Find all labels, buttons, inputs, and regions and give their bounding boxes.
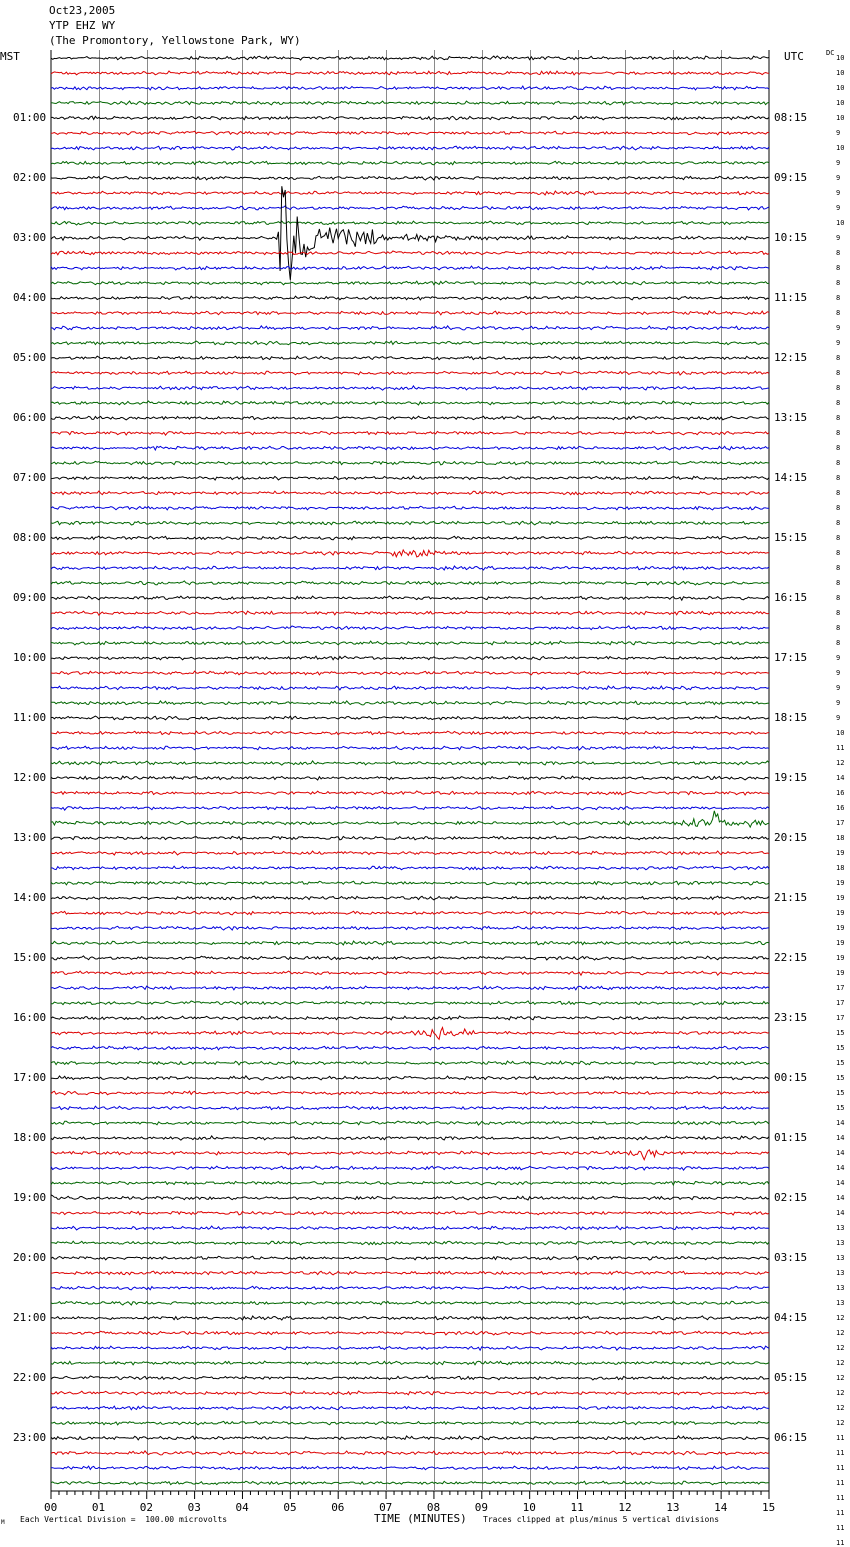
corner-mark: M xyxy=(1,1519,5,1526)
left-hour-label: 17:00 xyxy=(13,1071,47,1084)
x-tick-label: 03 xyxy=(187,1501,201,1514)
trace-line xyxy=(51,1481,769,1485)
trace-line xyxy=(51,1001,769,1005)
trace-line xyxy=(51,746,769,750)
dc-offset-label: 8 xyxy=(836,264,841,272)
right-hour-label: 05:15 xyxy=(774,1371,808,1384)
trace-line xyxy=(51,550,769,557)
trace-line xyxy=(51,356,769,359)
dc-offset-label: 9 xyxy=(836,699,841,707)
right-hour-label: 21:15 xyxy=(774,891,808,904)
dc-offset-label: 17 xyxy=(836,1014,845,1022)
right-hour-label: 19:15 xyxy=(774,771,808,784)
trace-line xyxy=(51,581,769,585)
dc-offset-label: 16 xyxy=(836,789,845,797)
trace-line xyxy=(51,596,769,600)
trace-line xyxy=(51,731,769,734)
dc-offset-label: 9 xyxy=(836,669,841,677)
dc-offset-label: 8 xyxy=(836,369,841,377)
trace-line xyxy=(51,806,769,810)
left-hour-label: 01:00 xyxy=(13,111,47,124)
dc-offset-label: 18 xyxy=(836,864,845,872)
trace-line xyxy=(51,1076,769,1080)
trace-line xyxy=(51,686,769,690)
trace-line xyxy=(51,1028,769,1040)
dc-offset-label: 9 xyxy=(836,189,841,197)
dc-offset-label: 12 xyxy=(836,1374,845,1382)
dc-offset-label: 10 xyxy=(836,84,845,92)
trace-line xyxy=(51,1211,769,1215)
dc-offset-label: 8 xyxy=(836,384,841,392)
dc-offset-label: 9 xyxy=(836,324,841,332)
x-tick-label: 14 xyxy=(714,1501,728,1514)
dc-offset-label: 10 xyxy=(836,54,845,62)
trace-line xyxy=(51,536,769,540)
trace-line xyxy=(51,866,769,870)
left-hour-label: 09:00 xyxy=(13,591,47,604)
left-hour-label: 13:00 xyxy=(13,831,47,844)
dc-offset-label: 8 xyxy=(836,279,841,287)
dc-offset-label: 13 xyxy=(836,1299,845,1307)
right-hour-label: 23:15 xyxy=(774,1011,808,1024)
trace-line xyxy=(51,1436,769,1440)
trace-line xyxy=(51,1181,769,1185)
trace-line xyxy=(51,341,769,345)
trace-line xyxy=(51,956,769,960)
trace-line xyxy=(51,1376,769,1380)
trace-line xyxy=(51,1406,769,1410)
dc-offset-label: 14 xyxy=(836,774,845,782)
dc-offset-label: 8 xyxy=(836,414,841,422)
left-hour-label: 21:00 xyxy=(13,1311,47,1324)
dc-offset-label: 12 xyxy=(836,1389,845,1397)
left-hour-label: 10:00 xyxy=(13,651,47,664)
dc-offset-label: 15 xyxy=(836,1104,845,1112)
trace-line xyxy=(51,1301,769,1305)
dc-offset-label: 11 xyxy=(836,1494,845,1502)
dc-offset-label: 8 xyxy=(836,354,841,362)
dc-offset-label: 11 xyxy=(836,1464,845,1472)
x-tick-label: 05 xyxy=(283,1501,297,1514)
dc-offset-label: 14 xyxy=(836,1134,845,1142)
x-tick-label: 04 xyxy=(235,1501,249,1514)
left-hour-label: 04:00 xyxy=(13,291,47,304)
trace-line xyxy=(51,281,769,285)
dc-offset-label: 16 xyxy=(836,804,845,812)
dc-offset-label: 9 xyxy=(836,234,841,242)
trace-line xyxy=(51,521,769,525)
dc-offset-label: 17 xyxy=(836,999,845,1007)
trace-line xyxy=(51,221,769,225)
trace-line xyxy=(51,986,769,990)
trace-line xyxy=(51,1226,769,1230)
dc-offset-label: 8 xyxy=(836,309,841,317)
trace-line xyxy=(51,326,769,330)
dc-offset-label: 9 xyxy=(836,159,841,167)
dc-offset-label: 10 xyxy=(836,729,845,737)
left-hour-label: 23:00 xyxy=(13,1431,47,1444)
trace-line xyxy=(51,1016,769,1020)
left-hour-label: 08:00 xyxy=(13,531,47,544)
dc-offset-label: 11 xyxy=(836,1524,845,1532)
dc-offset-label: 14 xyxy=(836,1164,845,1172)
x-tick-label: 09 xyxy=(474,1501,489,1514)
x-tick-label: 15 xyxy=(762,1501,776,1514)
dc-offset-label: 8 xyxy=(836,579,841,587)
dc-offset-label: 10 xyxy=(836,114,845,122)
trace-line xyxy=(51,1166,769,1170)
trace-line xyxy=(51,1106,769,1109)
dc-offset-label: 12 xyxy=(836,1314,845,1322)
dc-offset-label: 8 xyxy=(836,474,841,482)
trace-line xyxy=(51,1046,769,1050)
right-hour-label: 03:15 xyxy=(774,1251,808,1264)
trace-line xyxy=(51,626,769,630)
left-hour-label: 16:00 xyxy=(13,1011,47,1024)
dc-offset-label: 8 xyxy=(836,489,841,497)
left-hour-label: 20:00 xyxy=(13,1251,47,1264)
dc-offset-label: 9 xyxy=(836,684,841,692)
trace-line xyxy=(51,461,769,465)
left-hour-label: 18:00 xyxy=(13,1131,47,1144)
trace-line xyxy=(51,611,769,615)
dc-offset-label: 8 xyxy=(836,549,841,557)
dc-offset-label: 12 xyxy=(836,1419,845,1427)
trace-line xyxy=(51,1286,769,1290)
dc-offset-label: 12 xyxy=(836,1344,845,1352)
right-hour-label: 13:15 xyxy=(774,411,808,424)
dc-offset-label: 18 xyxy=(836,834,845,842)
dc-offset-label: 12 xyxy=(836,1329,845,1337)
trace-line xyxy=(51,1466,769,1470)
dc-offset-label: 13 xyxy=(836,1269,845,1277)
dc-offset-label: 13 xyxy=(836,1239,845,1247)
trace-line xyxy=(51,1421,769,1425)
station-location: (The Promontory, Yellowstone Park, WY) xyxy=(49,34,301,47)
dc-offset-label: 10 xyxy=(836,99,845,107)
trace-line xyxy=(51,296,769,300)
left-hour-label: 15:00 xyxy=(13,951,47,964)
trace-line xyxy=(51,266,769,270)
right-hour-label: 09:15 xyxy=(774,171,808,184)
left-hour-label: 05:00 xyxy=(13,351,47,364)
trace-line xyxy=(51,791,769,795)
trace-line xyxy=(51,161,769,165)
dc-offset-label: 13 xyxy=(836,1254,845,1262)
clip-note: Traces clipped at plus/minus 5 vertical divisions xyxy=(483,1515,720,1524)
trace-line xyxy=(51,566,769,570)
dc-offset-label: 8 xyxy=(836,594,841,602)
trace-line xyxy=(51,206,769,210)
trace-line xyxy=(51,1121,769,1125)
trace-line xyxy=(51,71,769,75)
plot-date: Oct23,2005 xyxy=(49,4,116,17)
right-hour-label: 00:15 xyxy=(774,1071,808,1084)
trace-line xyxy=(51,671,769,675)
trace-line xyxy=(51,191,769,195)
dc-offset-label: 8 xyxy=(836,399,841,407)
trace-line xyxy=(51,431,769,435)
dc-offset-label: 14 xyxy=(836,1209,845,1217)
station-code: YTP EHZ WY xyxy=(49,19,116,32)
dc-offset-label: 19 xyxy=(836,909,845,917)
dc-offset-label: 11 xyxy=(836,744,845,752)
trace-line xyxy=(51,491,769,495)
trace-line xyxy=(51,401,769,405)
dc-offset-label: 9 xyxy=(836,204,841,212)
dc-header-label: DC xyxy=(826,49,835,57)
right-hour-label: 22:15 xyxy=(774,951,808,964)
trace-line xyxy=(51,656,769,660)
right-hour-label: 06:15 xyxy=(774,1431,808,1444)
trace-line xyxy=(51,506,769,510)
trace-line xyxy=(51,1346,769,1350)
dc-offset-label: 12 xyxy=(836,1359,845,1367)
dc-offset-label: 8 xyxy=(836,609,841,617)
trace-line xyxy=(51,1136,769,1140)
trace-line xyxy=(51,1061,769,1065)
left-hour-label: 02:00 xyxy=(13,171,47,184)
trace-line xyxy=(51,811,769,827)
trace-line xyxy=(51,101,769,105)
left-hour-label: 06:00 xyxy=(13,411,47,424)
dc-offset-label: 8 xyxy=(836,504,841,512)
dc-offset-label: 8 xyxy=(836,534,841,542)
trace-line xyxy=(51,896,769,900)
left-hour-label: 12:00 xyxy=(13,771,47,784)
dc-offset-label: 15 xyxy=(836,1059,845,1067)
trace-line xyxy=(51,851,769,855)
dc-offset-label: 8 xyxy=(836,564,841,572)
trace-line xyxy=(51,1316,769,1320)
trace-line xyxy=(51,1091,769,1095)
dc-offset-label: 15 xyxy=(836,1029,845,1037)
right-hour-label: 04:15 xyxy=(774,1311,808,1324)
trace-line xyxy=(51,176,769,180)
trace-line xyxy=(51,881,769,885)
dc-offset-label: 14 xyxy=(836,1149,845,1157)
trace-line xyxy=(51,416,769,420)
trace-line xyxy=(51,311,769,315)
trace-line xyxy=(51,131,769,135)
trace-line xyxy=(51,776,769,780)
dc-offset-label: 15 xyxy=(836,1044,845,1052)
right-hour-label: 10:15 xyxy=(774,231,808,244)
x-tick-label: 11 xyxy=(570,1501,584,1514)
trace-line xyxy=(51,941,769,945)
right-hour-label: 20:15 xyxy=(774,831,808,844)
dc-offset-label: 9 xyxy=(836,654,841,662)
dc-offset-label: 13 xyxy=(836,1224,845,1232)
dc-offset-label: 10 xyxy=(836,144,845,152)
x-tick-label: 10 xyxy=(522,1501,536,1514)
x-tick-label: 00 xyxy=(44,1501,58,1514)
dc-offset-label: 11 xyxy=(836,1539,845,1547)
right-hour-label: 15:15 xyxy=(774,531,808,544)
trace-line xyxy=(51,251,769,255)
dc-offset-label: 19 xyxy=(836,939,845,947)
x-tick-label: 08 xyxy=(426,1501,441,1514)
dc-offset-label: 12 xyxy=(836,759,845,767)
trace-line xyxy=(51,446,769,450)
trace-line xyxy=(51,836,769,840)
right-hour-label: 01:15 xyxy=(774,1131,808,1144)
trace-line xyxy=(51,476,769,480)
trace-line xyxy=(51,1331,769,1335)
dc-offset-label: 8 xyxy=(836,519,841,527)
trace-line xyxy=(51,1150,769,1160)
trace-line xyxy=(51,386,769,390)
dc-offset-label: 14 xyxy=(836,1179,845,1187)
trace-line xyxy=(51,926,769,930)
left-hour-label: 07:00 xyxy=(13,471,47,484)
dc-offset-label: 13 xyxy=(836,1284,845,1292)
dc-offset-label: 11 xyxy=(836,1509,845,1517)
trace-line xyxy=(51,1195,769,1200)
x-tick-label: 02 xyxy=(139,1501,153,1514)
right-hour-label: 08:15 xyxy=(774,111,808,124)
dc-offset-label: 15 xyxy=(836,1074,845,1082)
right-hour-label: 12:15 xyxy=(774,351,808,364)
dc-offset-label: 19 xyxy=(836,954,845,962)
x-axis-title: TIME (MINUTES) xyxy=(374,1512,467,1525)
trace-line xyxy=(51,146,769,150)
trace-line xyxy=(51,971,769,975)
trace-line xyxy=(51,56,769,60)
dc-offset-label: 17 xyxy=(836,819,845,827)
trace-line xyxy=(51,1451,769,1455)
dc-offset-label: 15 xyxy=(836,1089,845,1097)
dc-offset-label: 8 xyxy=(836,444,841,452)
trace-line xyxy=(51,86,769,90)
scale-note: Each Vertical Division = 100.00 microvolts xyxy=(20,1515,228,1524)
dc-offset-label: 8 xyxy=(836,429,841,437)
dc-offset-label: 19 xyxy=(836,894,845,902)
dc-offset-label: 8 xyxy=(836,624,841,632)
trace-line xyxy=(51,701,769,705)
right-timezone-label: UTC xyxy=(784,50,804,63)
x-tick-label: 12 xyxy=(618,1501,632,1514)
x-tick-label: 13 xyxy=(666,1501,680,1514)
right-hour-label: 11:15 xyxy=(774,291,808,304)
trace-line xyxy=(51,911,769,915)
right-hour-label: 17:15 xyxy=(774,651,808,664)
dc-offset-label: 11 xyxy=(836,1479,845,1487)
left-timezone-label: MST xyxy=(0,50,20,63)
left-hour-label: 14:00 xyxy=(13,891,47,904)
dc-offset-label: 10 xyxy=(836,69,845,77)
trace-line xyxy=(51,641,769,645)
trace-line xyxy=(51,716,769,720)
dc-offset-label: 19 xyxy=(836,879,845,887)
left-hour-label: 03:00 xyxy=(13,231,47,244)
left-hour-label: 19:00 xyxy=(13,1191,47,1204)
dc-offset-label: 9 xyxy=(836,714,841,722)
dc-offset-label: 8 xyxy=(836,249,841,257)
left-hour-label: 22:00 xyxy=(13,1371,47,1384)
dc-offset-label: 8 xyxy=(836,639,841,647)
dc-offset-label: 19 xyxy=(836,924,845,932)
x-tick-label: 07 xyxy=(379,1501,393,1514)
x-tick-label: 01 xyxy=(91,1501,106,1514)
trace-line xyxy=(51,1361,769,1365)
dc-offset-label: 11 xyxy=(836,1434,845,1442)
left-hour-label: 11:00 xyxy=(13,711,47,724)
dc-offset-label: 11 xyxy=(836,1449,845,1457)
dc-offset-label: 8 xyxy=(836,294,841,302)
right-hour-label: 02:15 xyxy=(774,1191,808,1204)
dc-offset-label: 19 xyxy=(836,969,845,977)
dc-offset-label: 19 xyxy=(836,849,845,857)
trace-line xyxy=(51,116,769,120)
trace-line xyxy=(51,1256,769,1260)
dc-offset-label: 9 xyxy=(836,174,841,182)
trace-line xyxy=(51,371,769,375)
trace-line xyxy=(51,761,769,765)
dc-offset-label: 9 xyxy=(836,129,841,137)
right-hour-label: 16:15 xyxy=(774,591,808,604)
x-tick-label: 06 xyxy=(331,1501,345,1514)
dc-offset-label: 17 xyxy=(836,984,845,992)
dc-offset-label: 14 xyxy=(836,1119,845,1127)
dc-offset-label: 14 xyxy=(836,1194,845,1202)
dc-offset-label: 8 xyxy=(836,459,841,467)
right-hour-label: 14:15 xyxy=(774,471,808,484)
dc-offset-label: 9 xyxy=(836,339,841,347)
dc-offset-label: 10 xyxy=(836,219,845,227)
trace-line xyxy=(51,1271,769,1275)
right-hour-label: 18:15 xyxy=(774,711,808,724)
trace-line xyxy=(51,1241,769,1245)
trace-line xyxy=(51,1391,769,1395)
dc-offset-label: 12 xyxy=(836,1404,845,1412)
